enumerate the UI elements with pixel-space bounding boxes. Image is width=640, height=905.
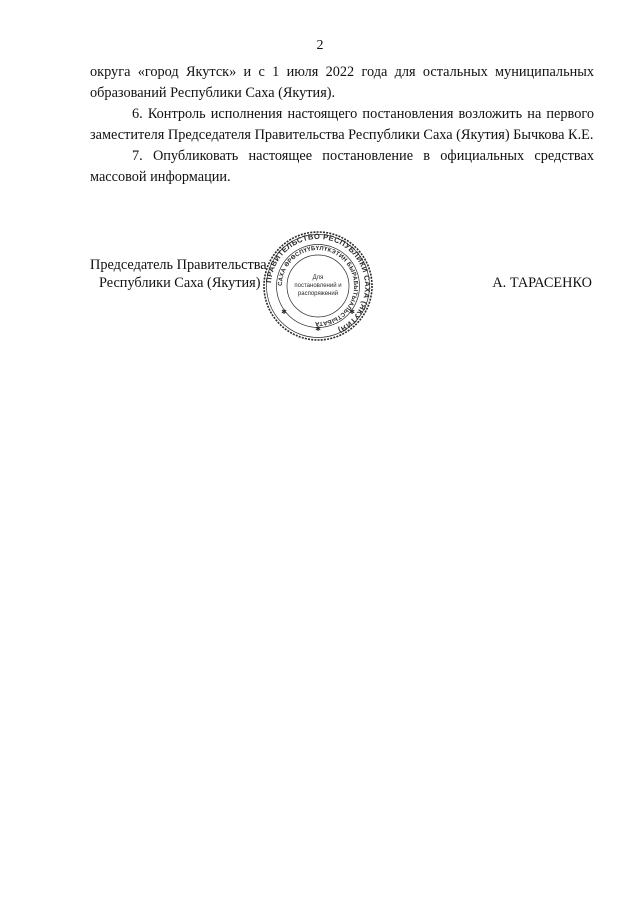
- seal-outer-text: ПРАВИТЕЛЬСТВО РЕСПУБЛИКИ САХА (ЯКУТИЯ): [264, 231, 373, 336]
- seal-graphic: [262, 230, 374, 342]
- seal-star-left-icon: ✱: [281, 308, 287, 316]
- official-seal-stamp: [262, 230, 374, 342]
- paragraph-item-7: 7. Опубликовать настоящее постановление в официальных средствах массовой информации.: [90, 148, 594, 185]
- seal-center-line3: распоряжений: [297, 291, 339, 297]
- document-body: [90, 62, 594, 188]
- signatory-name: А. ТАРАСЕНКО: [492, 275, 592, 291]
- signatory-position-line1: Председатель Правительства: [90, 257, 267, 273]
- paragraph-continuation: округа «город Якутск» и с 1 июля 2022 года для остальных муниципальных образований Республики Саха (Якутия).: [90, 64, 594, 101]
- seal-inner-text: САХА ӨРӨСПҮҮБҮЛҮКЭТИН БЫРАБЫТЫАЛЬСТЫБАТА: [277, 245, 359, 327]
- seal-star-bottom-icon: ✱: [315, 325, 321, 333]
- paragraph-item-6: 6. Контроль исполнения настоящего постановления возложить на первого заместителя Председателя Правительства Республики Саха (Якутия) Бычкова К.Е.: [90, 106, 594, 143]
- seal-center-line1: Для: [312, 275, 324, 281]
- seal-star-right-icon: ✱: [349, 308, 355, 316]
- seal-center-line2: постановлений и: [294, 283, 342, 289]
- signatory-position-line2: Республики Саха (Якутия): [99, 275, 261, 291]
- page-number: 2: [316, 38, 324, 53]
